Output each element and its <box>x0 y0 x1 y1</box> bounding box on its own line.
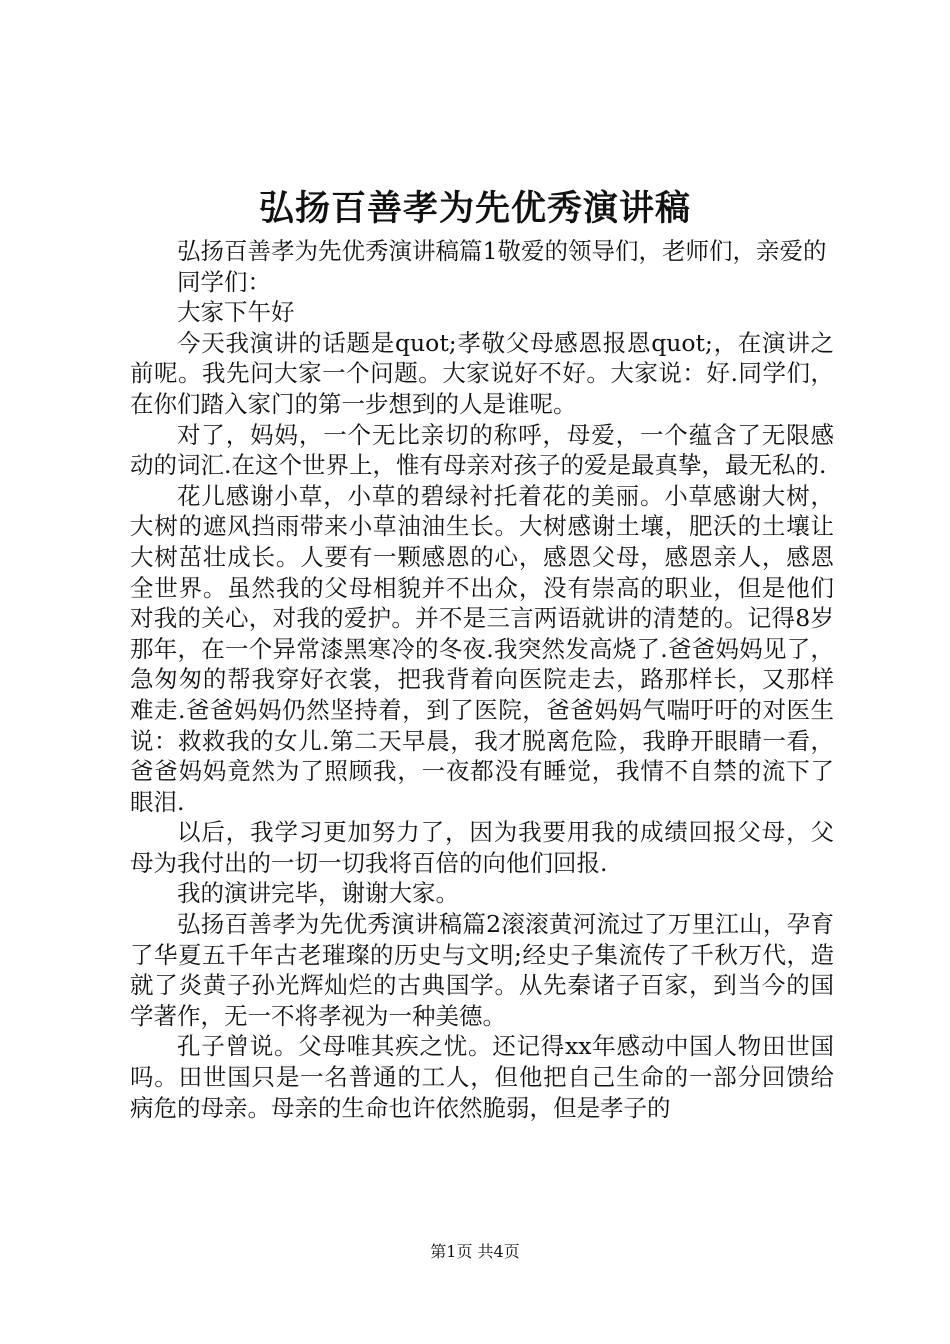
paragraph: 弘扬百善孝为先优秀演讲稿篇1敬爱的领导们，老师们，亲爱的 <box>177 237 827 265</box>
paragraph: 孔子曾说。父母唯其疾之忧。还记得xx年感动中国人物田世国吗。田世国只是一名普通的工人，但他把自己生命的一部分回馈给病危的母亲。母亲的生命也许依然脆弱，但是孝子的 <box>130 1032 834 1122</box>
paragraph: 我的演讲完毕，谢谢大家。 <box>177 879 459 908</box>
paragraph: 同学们： <box>177 267 271 296</box>
paragraph: 今天我演讲的话题是quot;孝敬父母感恩报恩quot;，在演讲之前呢。我先问大家一个问题。大家说好不好。大家说：好.同学们，在你们踏入家门的第一步想到的人是谁呢。 <box>130 328 834 418</box>
paragraph: 花儿感谢小草，小草的碧绿衬托着花的美丽。小草感谢大树，大树的遮风挡雨带来小草油油生长。大树感谢土壤，肥沃的土壤让大树茁壮成长。人要有一颗感恩的心，感恩父母，感恩亲人，感恩全世界。虽然我的父母相貌并不出众，没有崇高的职业，但是他们对我的关心，对我的爱护。并不是三言两语就讲的清楚的。记得8岁那年，在一个异常漆黑寒冷的冬夜.我突然发高烧了.爸爸妈妈见了，急匆匆的帮我穿好衣裳，把我背着向医院走去，路那样长，又那样难走.爸爸妈妈仍然坚持着，到了医院，爸爸妈妈气喘吁吁的对医生说：救救我的女儿.第二天早晨，我才脱离危险，我睁开眼睛一看，爸爸妈妈竟然为了照顾我，一夜都没有睡觉，我情不自禁的流下了眼泪. <box>130 481 834 816</box>
paragraph: 弘扬百善孝为先优秀演讲稿篇2滚滚黄河流过了万里江山，孕育了华夏五千年古老璀璨的历史与文明;经史子集流传了千秋万代，造就了炎黄子孙光辉灿烂的古典国学。从先秦诸子百家，到当今的国学著作，无一不将孝视为一种美德。 <box>130 910 834 1030</box>
paragraph: 以后，我学习更加努力了，因为我要用我的成绩回报父母，父母为我付出的一切一切我将百倍的向他们回报. <box>130 818 834 877</box>
document-title: 弘扬百善孝为先优秀演讲稿 <box>258 188 691 229</box>
page-number-footer: 第1页 共4页 <box>430 1242 520 1261</box>
document-body <box>130 236 834 1123</box>
paragraph: 大家下午好 <box>177 298 295 327</box>
paragraph: 对了，妈妈，一个无比亲切的称呼，母爱，一个蕴含了无限感动的词汇.在这个世界上，惟有母亲对孩子的爱是最真挚，最无私的. <box>130 420 834 480</box>
